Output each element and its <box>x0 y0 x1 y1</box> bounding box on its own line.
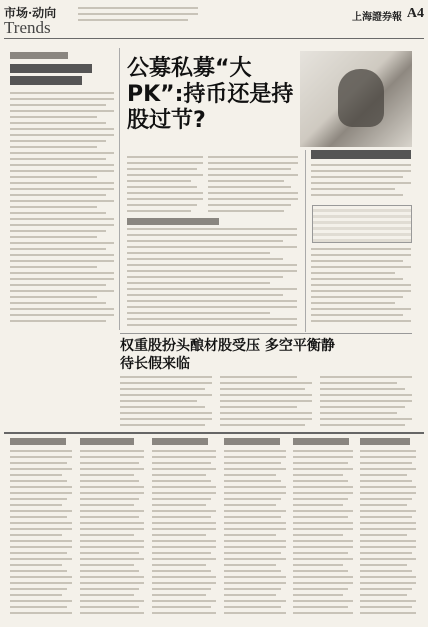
left-column-headline-2 <box>10 76 82 85</box>
left-column-text <box>10 92 114 327</box>
section-rule <box>120 333 412 334</box>
page-header <box>4 3 424 39</box>
page-number: A4 <box>406 6 424 21</box>
column-rule <box>305 150 306 332</box>
brief-headline-5 <box>293 438 349 445</box>
main-story-text-a <box>127 156 203 216</box>
brief-headline-6 <box>360 438 410 445</box>
story-photo <box>300 51 412 147</box>
brief-headline-4 <box>224 438 280 445</box>
brief-text-3 <box>152 450 216 620</box>
secondary-headline: 权重股扮头酿材股受压 多空平衡静待长假来临 <box>120 338 335 372</box>
brief-text-5 <box>293 450 353 620</box>
brief-headline-3 <box>152 438 208 445</box>
left-column-headline-1 <box>10 64 92 73</box>
right-column-headline <box>311 150 411 159</box>
right-column-text-a <box>311 164 411 202</box>
brief-text-2 <box>80 450 144 620</box>
masthead-brand: 上海證券報 <box>352 12 402 23</box>
main-story-subhead <box>127 218 219 225</box>
brief-text-1 <box>10 450 72 620</box>
section-title-en: Trends <box>4 18 51 37</box>
left-column-tag <box>10 52 68 59</box>
brief-headline-1 <box>10 438 66 445</box>
main-story-text-b <box>208 156 298 216</box>
brief-text-6 <box>360 450 416 620</box>
brief-headline-2 <box>80 438 134 445</box>
section-title: 市场·动向 <box>4 6 57 20</box>
right-column-chart <box>312 205 412 243</box>
briefs-rule <box>4 432 424 434</box>
secondary-story-text <box>120 376 412 431</box>
brief-text-4 <box>224 450 286 620</box>
column-rule <box>119 48 120 330</box>
main-headline: 公募私募“大 PK”:持币还是持股过节? <box>127 56 294 133</box>
right-column-text-b <box>311 248 411 332</box>
dateline <box>78 7 198 25</box>
main-story-text-c <box>127 228 297 333</box>
